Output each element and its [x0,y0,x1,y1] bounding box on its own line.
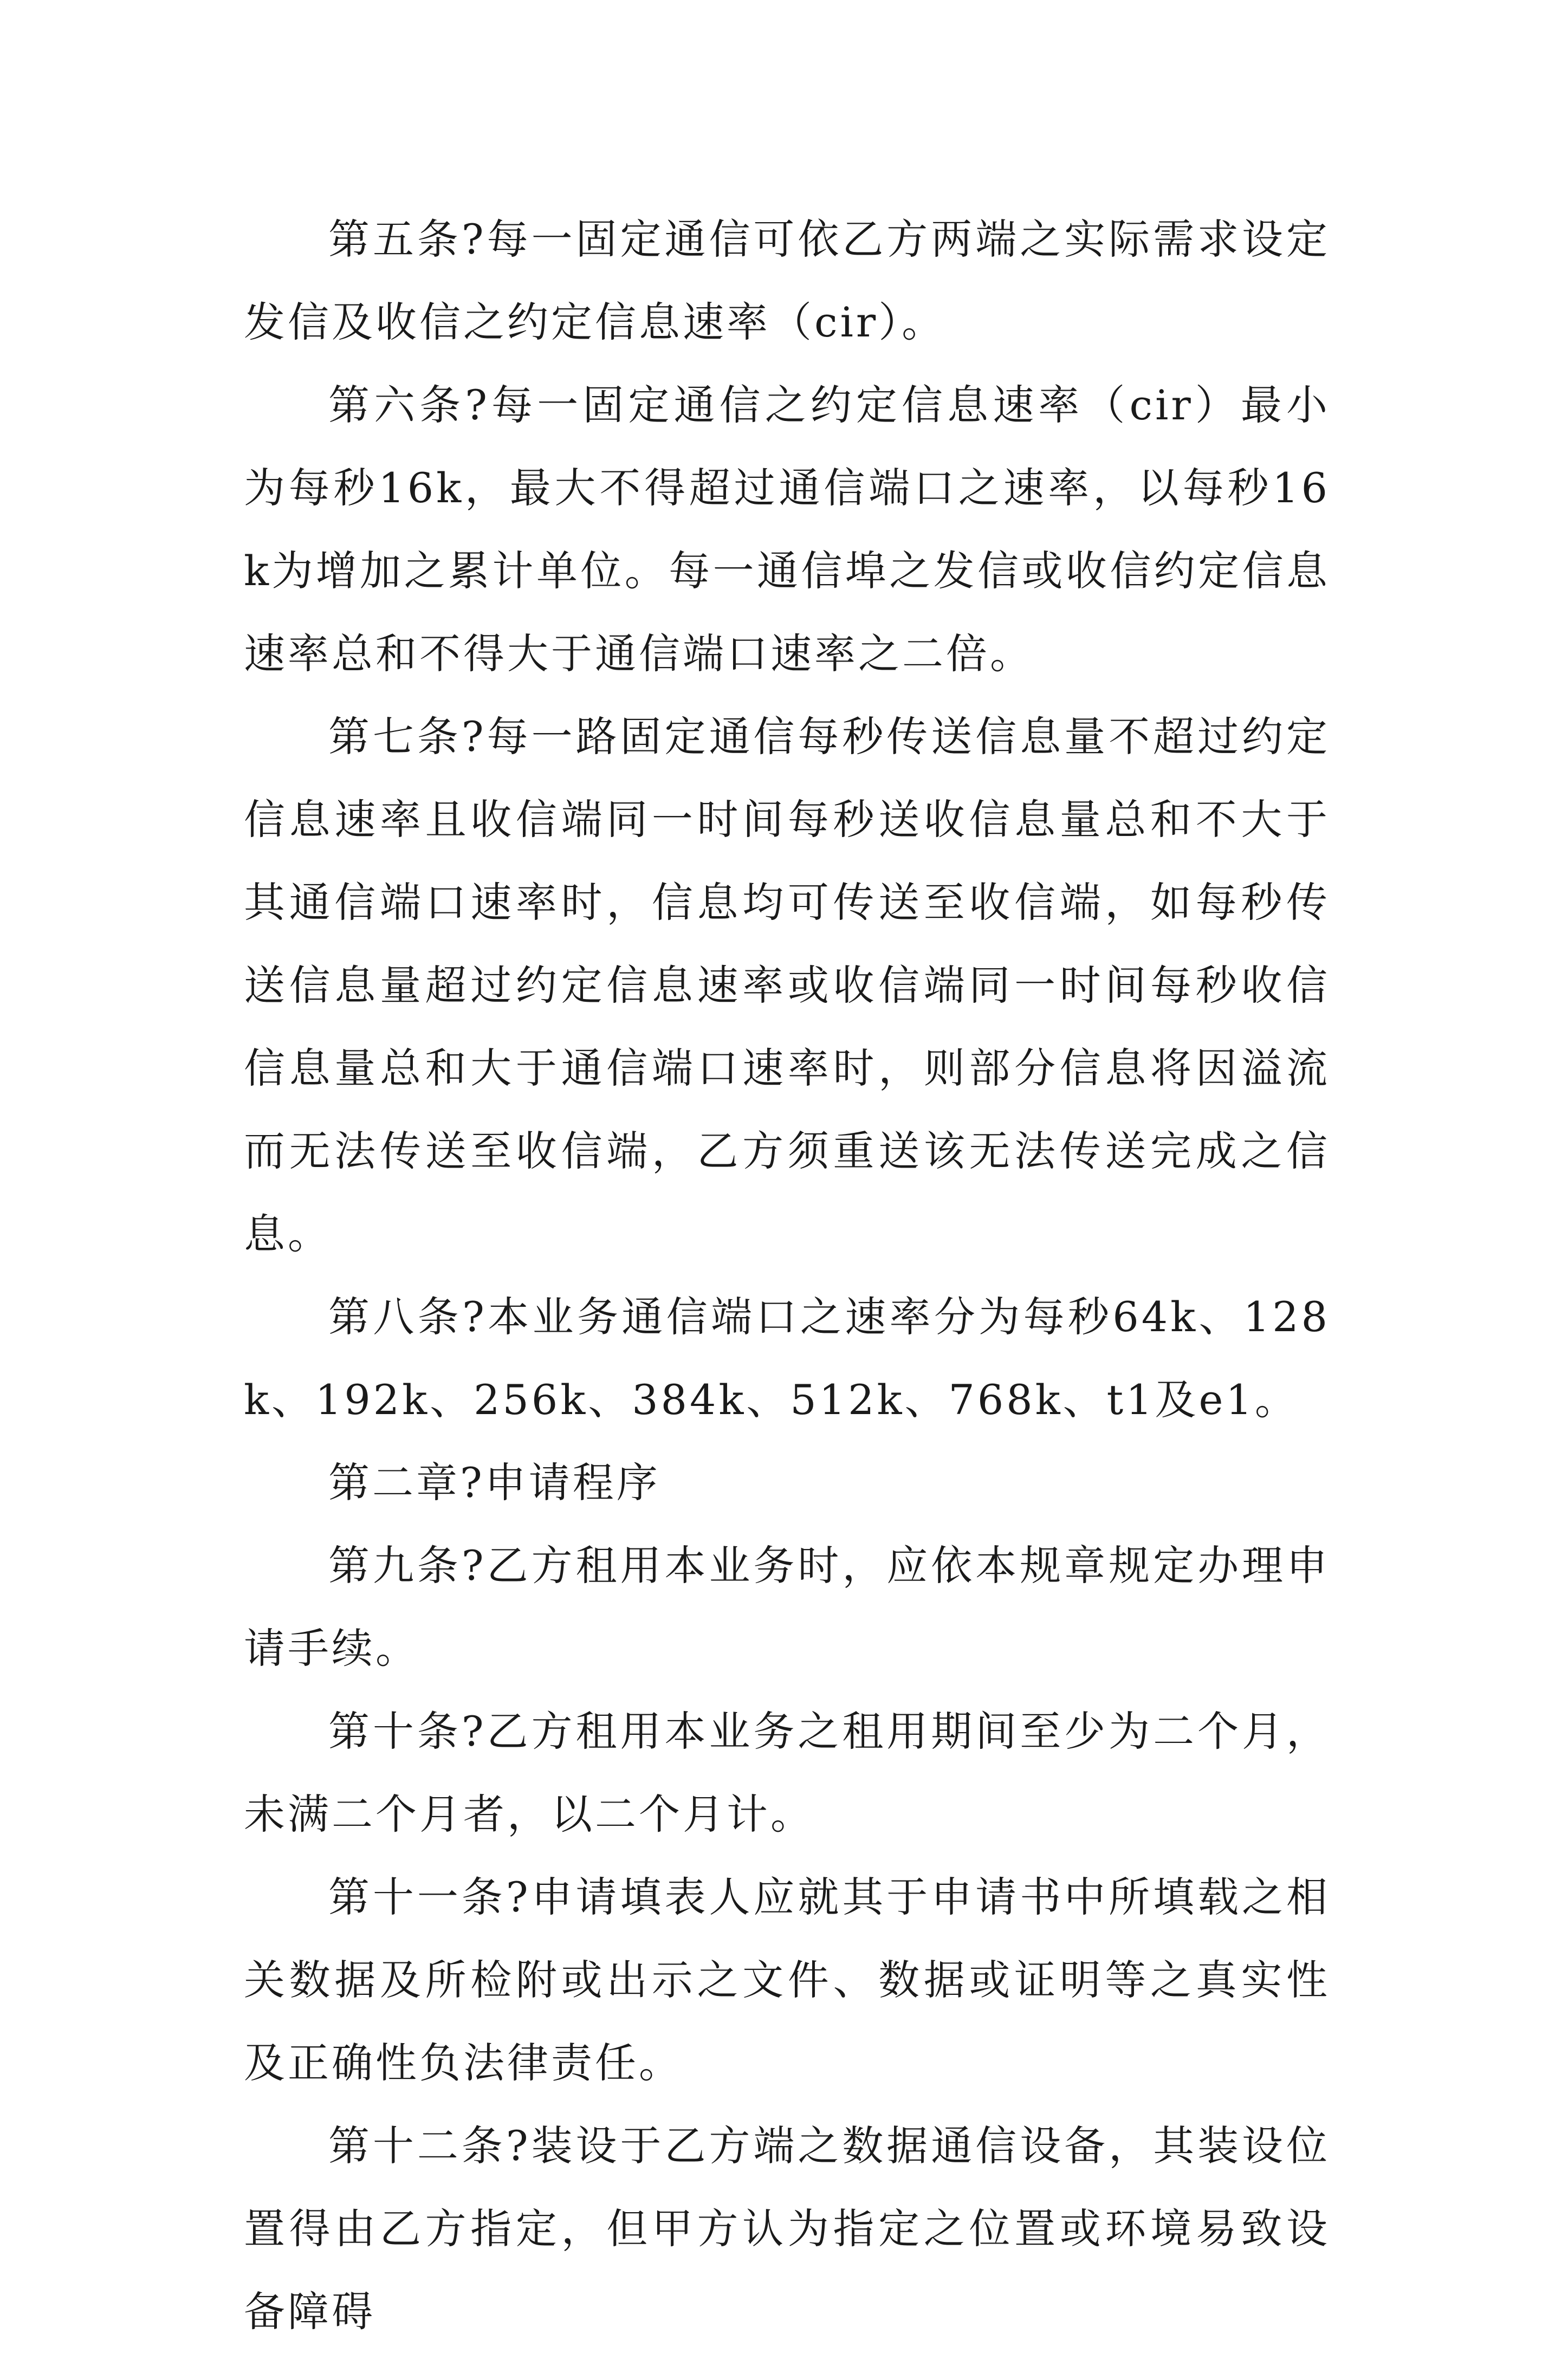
article-12-paragraph: 第十二条?装设于乙方端之数据通信设备，其装设位置得由乙方指定，但甲方认为指定之位置或环境易致设备障碍 [244,2122,1330,2336]
article-6-paragraph: 第六条?每一固定通信之约定信息速率（cir）最小为每秒16k，最大不得超过通信端口之速率，以每秒16k为增加之累计单位。每一通信埠之发信或收信约定信息速率总和不得大于通信端口速率之二倍。 [244,381,1330,678]
document-body [244,198,1330,2353]
article-11-paragraph: 第十一条?申请填表人应就其于申请书中所填载之相关数据及所检附或出示之文件、数据或证明等之真实性及正确性负法律责任。 [244,1873,1330,2087]
article-5-paragraph: 第五条?每一固定通信可依乙方两端之实际需求设定发信及收信之约定信息速率（cir）。 [244,215,1330,346]
article-7-paragraph: 第七条?每一路固定通信每秒传送信息量不超过约定信息速率且收信端同一时间每秒送收信息量总和不大于其通信端口速率时，信息均可传送至收信端，如每秒传送信息量超过约定信息速率或收信端同一时间每秒收信信息量总和大于通信端口速率时，则部分信息将因溢流而无法传送至收信端，乙方须重送该无法传送完成之信息。 [244,712,1330,1258]
chapter-2-heading: 第二章?申请程序 [328,1459,660,1507]
article-9-paragraph: 第九条?乙方租用本业务时，应依本规章规定办理申请手续。 [244,1541,1330,1673]
article-10-paragraph: 第十条?乙方租用本业务之租用期间至少为二个月，未满二个月者，以二个月计。 [244,1707,1330,1838]
article-8-paragraph: 第八条?本业务通信端口之速率分为每秒64k、128k、192k、256k、384k、512k、768k、t1及e1。 [244,1293,1330,1424]
